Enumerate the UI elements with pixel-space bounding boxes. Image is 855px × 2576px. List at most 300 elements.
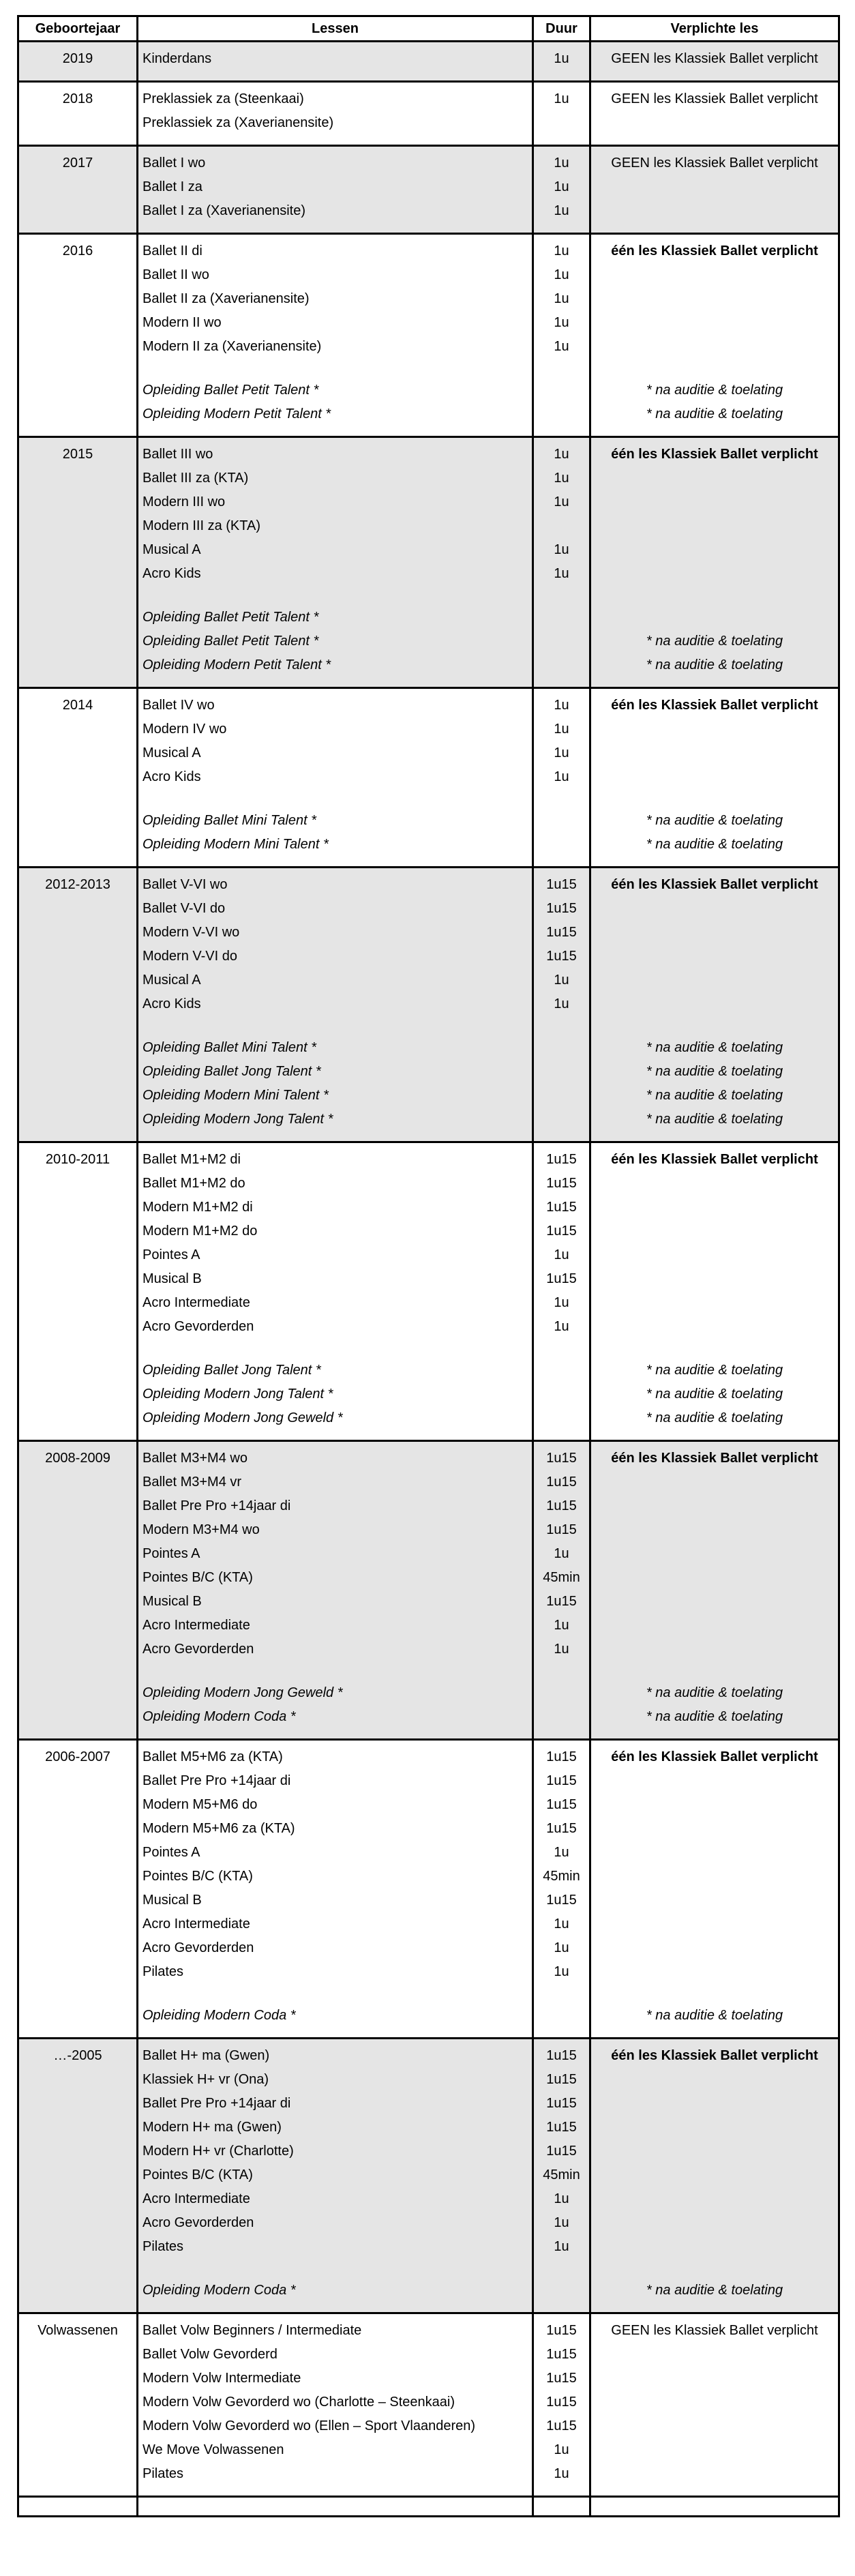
lesson-item: Pilates <box>142 1964 184 1979</box>
required-lesson-note: één les Klassiek Ballet verplicht <box>611 243 818 258</box>
required-lesson-note <box>591 1841 838 1865</box>
duration-value: 1u15 <box>546 1224 577 1239</box>
duration-value: 1u15 <box>546 1797 577 1812</box>
required-lesson-note <box>591 2259 838 2279</box>
lesson-item: Musical A <box>142 745 201 760</box>
footer-cell <box>590 2497 839 2517</box>
required-lesson-note <box>591 490 838 514</box>
lesson-item: Musical B <box>142 1594 202 1609</box>
lesson-item: Ballet Pre Pro +14jaar di <box>142 1773 291 1788</box>
table-row <box>18 868 839 1142</box>
duration-value: 1u15 <box>546 1451 577 1466</box>
duration-value <box>534 514 589 538</box>
duration-value: 45min <box>543 2167 580 2182</box>
birth-year-cell <box>18 82 138 146</box>
required-lesson-note <box>591 1590 838 1614</box>
required-lesson-note <box>591 968 838 992</box>
lessons-cell <box>138 146 533 234</box>
lessons-cell <box>138 82 533 146</box>
audition-note: * na auditie & toelating <box>646 2008 783 2023</box>
required-lesson-note <box>591 1638 838 1661</box>
duration-value <box>534 1036 589 1060</box>
spacer <box>142 359 532 379</box>
required-lesson-note <box>591 1172 838 1196</box>
lesson-item: Acro Kids <box>142 769 201 784</box>
required-lesson-note <box>591 1494 838 1518</box>
lesson-item: Pointes A <box>142 1845 200 1860</box>
required-lesson-note <box>591 765 838 789</box>
birth-year-cell <box>18 2039 138 2313</box>
duration-value: 1u15 <box>546 1773 577 1788</box>
required-lesson-cell <box>590 2313 839 2497</box>
duration-value <box>534 1984 589 2004</box>
duration-value: 1u15 <box>546 2048 577 2063</box>
table-header-row <box>18 16 839 42</box>
duration-value: 1u <box>554 769 569 784</box>
duration-value <box>534 2279 589 2303</box>
table-row <box>18 2039 839 2313</box>
duration-value: 1u15 <box>546 2144 577 2159</box>
table-row <box>18 437 839 688</box>
duration-value: 1u <box>554 1546 569 1561</box>
duration-value: 1u <box>554 291 569 306</box>
birth-year-cell <box>18 42 138 82</box>
lessons-cell <box>138 868 533 1142</box>
required-lesson-note <box>591 1912 838 1936</box>
duration-cell <box>533 234 590 437</box>
lessons-cell <box>138 42 533 82</box>
required-lesson-note: één les Klassiek Ballet verplicht <box>611 1749 818 1764</box>
duration-cell <box>533 2313 590 2497</box>
lesson-item: We Move Volwassenen <box>142 2442 284 2457</box>
required-lesson-note <box>591 717 838 741</box>
duration-value: 1u15 <box>546 1152 577 1167</box>
duration-value: 1u <box>554 91 569 106</box>
duration-value <box>534 402 589 426</box>
duration-value <box>534 653 589 677</box>
spacer <box>142 1661 532 1681</box>
table-row <box>18 82 839 146</box>
required-lesson-note: één les Klassiek Ballet verplicht <box>611 447 818 462</box>
lesson-item: Ballet V-VI wo <box>142 877 228 892</box>
lesson-item: Pilates <box>142 2239 184 2254</box>
birth-year: 2017 <box>62 156 93 171</box>
lessons-cell <box>138 1441 533 1740</box>
audition-note: * na auditie & toelating <box>646 383 783 398</box>
duration-value: 1u <box>554 542 569 557</box>
duration-value: 1u15 <box>546 2347 577 2362</box>
lesson-item: Modern M5+M6 do <box>142 1797 258 1812</box>
duration-value: 1u15 <box>546 2072 577 2087</box>
lesson-item: Acro Gevorderden <box>142 1319 254 1334</box>
required-lesson-note <box>591 1661 838 1681</box>
table-row <box>18 1441 839 1740</box>
duration-value: 1u <box>554 51 569 66</box>
lesson-item: Preklassiek za (Xaverianensite) <box>142 115 334 130</box>
program-item: Opleiding Modern Jong Geweld * <box>142 1685 343 1700</box>
birth-year-cell <box>18 146 138 234</box>
required-lesson-cell <box>590 1740 839 2039</box>
duration-value: 1u <box>554 1940 569 1955</box>
required-lesson-note <box>591 335 838 359</box>
table-row <box>18 42 839 82</box>
duration-cell <box>533 1441 590 1740</box>
duration-value <box>534 1084 589 1108</box>
duration-value <box>534 809 589 833</box>
required-lesson-cell <box>590 1441 839 1740</box>
table-row <box>18 1142 839 1441</box>
duration-value: 1u <box>554 2442 569 2457</box>
required-lesson-note <box>591 897 838 921</box>
required-lesson-note <box>591 562 838 586</box>
required-lesson-note <box>591 1889 838 1912</box>
lessons-cell <box>138 1740 533 2039</box>
duration-cell <box>533 437 590 688</box>
duration-value <box>534 2259 589 2279</box>
duration-value: 1u <box>554 1916 569 1931</box>
lesson-item: Ballet I za <box>142 179 202 194</box>
required-lesson-note: één les Klassiek Ballet verplicht <box>611 2048 818 2063</box>
required-lesson-note: GEEN les Klassiek Ballet verplicht <box>611 91 818 106</box>
required-lesson-note <box>591 467 838 490</box>
table-body <box>18 42 839 2517</box>
lesson-item: Pointes A <box>142 1546 200 1561</box>
program-item: Opleiding Modern Petit Talent * <box>142 657 331 672</box>
duration-value: 1u <box>554 494 569 509</box>
lesson-item: Ballet V-VI do <box>142 901 226 916</box>
lesson-item: Acro Gevorderden <box>142 1940 254 1955</box>
required-lesson-note <box>591 2092 838 2116</box>
lessons-cell <box>138 688 533 868</box>
duration-value <box>534 1108 589 1131</box>
audition-note: * na auditie & toelating <box>646 1112 783 1127</box>
duration-value <box>534 2004 589 2028</box>
duration-cell <box>533 688 590 868</box>
lesson-item: Modern III za (KTA) <box>142 518 261 533</box>
lesson-item: Ballet II di <box>142 243 202 258</box>
duration-value <box>534 1406 589 1430</box>
duration-value: 1u <box>554 1247 569 1262</box>
audition-note: * na auditie & toelating <box>646 1363 783 1378</box>
program-item: Opleiding Modern Mini Talent * <box>142 1088 329 1103</box>
duration-value <box>534 1339 589 1359</box>
duration-value <box>534 833 589 857</box>
audition-note: * na auditie & toelating <box>646 634 783 649</box>
required-lesson-cell <box>590 688 839 868</box>
duration-value: 1u15 <box>546 1475 577 1490</box>
lesson-item: Modern V-VI wo <box>142 925 240 940</box>
duration-cell <box>533 868 590 1142</box>
required-lesson-note <box>591 287 838 311</box>
lesson-item: Ballet M1+M2 do <box>142 1176 245 1191</box>
birth-year: 2006-2007 <box>45 1749 110 1764</box>
duration-value: 1u <box>554 1642 569 1657</box>
duration-value: 1u <box>554 2215 569 2230</box>
audition-note: * na auditie & toelating <box>646 1685 783 1700</box>
table-row <box>18 1740 839 2039</box>
required-lesson-cell <box>590 2039 839 2313</box>
spacer <box>142 2259 532 2279</box>
lesson-item: Acro Kids <box>142 566 201 581</box>
birth-year: 2019 <box>62 51 93 66</box>
duration-cell <box>533 82 590 146</box>
header-duration: Duur <box>533 16 590 42</box>
lesson-item: Ballet Pre Pro +14jaar di <box>142 2096 291 2111</box>
duration-value <box>534 586 589 606</box>
lesson-item: Pointes B/C (KTA) <box>142 1869 253 1884</box>
lesson-item: Musical A <box>142 973 201 988</box>
birth-year: …-2005 <box>53 2048 102 2063</box>
required-lesson-note <box>591 921 838 945</box>
duration-value <box>534 606 589 630</box>
audition-note: * na auditie & toelating <box>646 813 783 828</box>
spacer <box>142 1016 532 1036</box>
header-required-lesson: Verplichte les <box>590 16 839 42</box>
birth-year: 2008-2009 <box>45 1451 110 1466</box>
required-lesson-note <box>591 2211 838 2235</box>
duration-value: 1u15 <box>546 949 577 964</box>
lesson-item: Kinderdans <box>142 51 212 66</box>
lesson-item: Ballet III za (KTA) <box>142 471 249 486</box>
duration-value <box>534 1060 589 1084</box>
header-birth-year: Geboortejaar <box>18 16 138 42</box>
header-lessons: Lessen <box>138 16 533 42</box>
required-lesson-note <box>591 1243 838 1267</box>
table-row <box>18 2313 839 2497</box>
duration-value: 1u15 <box>546 2323 577 2338</box>
duration-value: 1u15 <box>546 2395 577 2410</box>
required-lesson-note: één les Klassiek Ballet verplicht <box>611 698 818 713</box>
lesson-table <box>17 15 840 2517</box>
duration-value: 1u <box>554 339 569 354</box>
lesson-item: Acro Kids <box>142 996 201 1011</box>
required-lesson-cell <box>590 868 839 1142</box>
birth-year-cell <box>18 1740 138 2039</box>
required-lesson-note <box>591 1769 838 1793</box>
required-lesson-note <box>591 789 838 809</box>
lesson-item: Ballet I wo <box>142 156 206 171</box>
required-lesson-note <box>591 1016 838 1036</box>
program-item: Opleiding Ballet Petit Talent * <box>142 610 319 625</box>
lesson-item: Ballet Volw Beginners / Intermediate <box>142 2323 362 2338</box>
birth-year-cell <box>18 1441 138 1740</box>
lesson-item: Modern M5+M6 za (KTA) <box>142 1821 295 1836</box>
program-item: Opleiding Ballet Mini Talent * <box>142 1040 316 1055</box>
lesson-item: Ballet M1+M2 di <box>142 1152 241 1167</box>
lesson-item: Pointes B/C (KTA) <box>142 1570 253 1585</box>
table-row <box>18 234 839 437</box>
lesson-item: Ballet III wo <box>142 447 213 462</box>
audition-note: * na auditie & toelating <box>646 1040 783 1055</box>
audition-note: * na auditie & toelating <box>646 657 783 672</box>
duration-value: 1u <box>554 698 569 713</box>
duration-value: 1u <box>554 1295 569 1310</box>
required-lesson-note <box>591 1566 838 1590</box>
duration-value: 1u15 <box>546 925 577 940</box>
required-lesson-note <box>591 1793 838 1817</box>
required-lesson-cell <box>590 1142 839 1441</box>
duration-value: 1u <box>554 745 569 760</box>
birth-year-cell <box>18 868 138 1142</box>
required-lesson-note <box>591 741 838 765</box>
audition-note: * na auditie & toelating <box>646 1387 783 1402</box>
lesson-item: Acro Intermediate <box>142 1618 250 1633</box>
required-lesson-note <box>591 1936 838 1960</box>
birth-year-cell <box>18 437 138 688</box>
duration-value <box>534 1382 589 1406</box>
required-lesson-note <box>591 263 838 287</box>
required-lesson-note <box>591 606 838 630</box>
required-lesson-note <box>591 992 838 1016</box>
required-lesson-cell <box>590 42 839 82</box>
duration-value: 45min <box>543 1869 580 1884</box>
duration-cell <box>533 1142 590 1441</box>
audition-note: * na auditie & toelating <box>646 837 783 852</box>
lesson-item: Modern II wo <box>142 315 222 330</box>
lesson-item: Pointes A <box>142 1247 200 1262</box>
lesson-item: Modern M1+M2 do <box>142 1224 258 1239</box>
required-lesson-note: één les Klassiek Ballet verplicht <box>611 1451 818 1466</box>
lesson-item: Modern V-VI do <box>142 949 237 964</box>
program-item: Opleiding Modern Mini Talent * <box>142 837 329 852</box>
required-lesson-cell <box>590 82 839 146</box>
lesson-item: Modern IV wo <box>142 722 227 737</box>
required-lesson-note <box>591 1518 838 1542</box>
lesson-item: Ballet I za (Xaverianensite) <box>142 203 306 218</box>
lessons-cell <box>138 1142 533 1441</box>
footer-cell <box>533 2497 590 2517</box>
footer-cell <box>18 2497 138 2517</box>
duration-value: 1u <box>554 243 569 258</box>
lesson-item: Pointes B/C (KTA) <box>142 2167 253 2182</box>
required-lesson-note: GEEN les Klassiek Ballet verplicht <box>611 51 818 66</box>
audition-note: * na auditie & toelating <box>646 1410 783 1425</box>
lesson-item: Musical B <box>142 1893 202 1908</box>
lesson-item: Ballet IV wo <box>142 698 215 713</box>
duration-value <box>534 1681 589 1705</box>
lessons-cell <box>138 2313 533 2497</box>
birth-year-cell <box>18 2313 138 2497</box>
duration-value: 1u <box>554 996 569 1011</box>
duration-value <box>534 789 589 809</box>
required-lesson-note: GEEN les Klassiek Ballet verplicht <box>611 156 818 171</box>
lessons-cell <box>138 234 533 437</box>
table-row <box>18 688 839 868</box>
lesson-item: Ballet II wo <box>142 267 209 282</box>
duration-value <box>534 1661 589 1681</box>
duration-value: 1u15 <box>546 1594 577 1609</box>
required-lesson-note <box>591 538 838 562</box>
duration-value: 1u15 <box>546 901 577 916</box>
duration-value: 1u <box>554 267 569 282</box>
duration-value: 1u15 <box>546 1498 577 1513</box>
duration-value <box>534 630 589 653</box>
required-lesson-note <box>591 1196 838 1219</box>
required-lesson-note <box>591 1291 838 1315</box>
required-lesson-note <box>591 1339 838 1359</box>
required-lesson-note <box>591 311 838 335</box>
required-lesson-note <box>591 2187 838 2211</box>
lesson-item: Ballet H+ ma (Gwen) <box>142 2048 270 2063</box>
required-lesson-note <box>591 2116 838 2140</box>
duration-value: 1u15 <box>546 1176 577 1191</box>
duration-value <box>534 1705 589 1729</box>
birth-year: Volwassenen <box>38 2323 118 2338</box>
required-lesson-note <box>591 1219 838 1243</box>
lesson-item: Preklassiek za (Steenkaai) <box>142 91 304 106</box>
duration-value: 1u <box>554 447 569 462</box>
required-lesson-note <box>591 1984 838 2004</box>
duration-value: 1u15 <box>546 2418 577 2433</box>
required-lesson-note <box>591 1614 838 1638</box>
lesson-item: Modern Volw Gevorderd wo (Charlotte – Steenkaai) <box>142 2395 455 2410</box>
lesson-item: Modern H+ vr (Charlotte) <box>142 2144 294 2159</box>
required-lesson-note: GEEN les Klassiek Ballet verplicht <box>611 2323 818 2338</box>
lesson-item: Acro Intermediate <box>142 2191 250 2206</box>
lesson-schedule-document <box>17 15 838 2517</box>
duration-value <box>534 1359 589 1382</box>
duration-cell <box>533 146 590 234</box>
birth-year: 2014 <box>62 698 93 713</box>
duration-value: 1u <box>554 973 569 988</box>
footer-cell <box>138 2497 533 2517</box>
program-item: Opleiding Modern Coda * <box>142 2283 296 2298</box>
program-item: Opleiding Modern Jong Talent * <box>142 1112 333 1127</box>
lesson-item: Acro Gevorderden <box>142 1642 254 1657</box>
required-lesson-note <box>591 2068 838 2092</box>
lesson-item: Ballet M5+M6 za (KTA) <box>142 1749 283 1764</box>
audition-note: * na auditie & toelating <box>646 1709 783 1724</box>
birth-year: 2016 <box>62 243 93 258</box>
duration-value: 1u <box>554 179 569 194</box>
duration-value: 1u <box>554 1319 569 1334</box>
duration-value: 1u15 <box>546 1821 577 1836</box>
duration-value <box>534 359 589 379</box>
program-item: Opleiding Ballet Petit Talent * <box>142 383 319 398</box>
required-lesson-note: één les Klassiek Ballet verplicht <box>611 877 818 892</box>
duration-cell <box>533 2039 590 2313</box>
lesson-item: Ballet M3+M4 vr <box>142 1475 242 1490</box>
duration-value: 1u <box>554 315 569 330</box>
required-lesson-note: één les Klassiek Ballet verplicht <box>611 1152 818 1167</box>
duration-value: 1u15 <box>546 1749 577 1764</box>
lesson-item: Musical B <box>142 1271 202 1286</box>
program-item: Opleiding Ballet Jong Talent * <box>142 1363 321 1378</box>
spacer <box>142 789 532 809</box>
duration-value: 1u <box>554 1964 569 1979</box>
program-item: Opleiding Modern Coda * <box>142 1709 296 1724</box>
birth-year: 2010-2011 <box>45 1152 110 1167</box>
duration-value: 1u <box>554 156 569 171</box>
lesson-item: Acro Gevorderden <box>142 2215 254 2230</box>
lesson-item: Modern M3+M4 wo <box>142 1522 260 1537</box>
duration-value: 1u <box>554 2239 569 2254</box>
required-lesson-cell <box>590 146 839 234</box>
duration-value: 1u <box>554 2466 569 2481</box>
required-lesson-note <box>591 1542 838 1566</box>
birth-year-cell <box>18 234 138 437</box>
required-lesson-note <box>591 514 838 538</box>
program-item: Opleiding Ballet Mini Talent * <box>142 813 316 828</box>
duration-value: 1u15 <box>546 1271 577 1286</box>
duration-value: 1u15 <box>546 2120 577 2135</box>
duration-value: 1u <box>554 471 569 486</box>
birth-year-cell <box>18 688 138 868</box>
required-lesson-note <box>591 1817 838 1841</box>
lesson-item: Modern M1+M2 di <box>142 1200 253 1215</box>
duration-value: 1u15 <box>546 1522 577 1537</box>
duration-value: 1u <box>554 566 569 581</box>
